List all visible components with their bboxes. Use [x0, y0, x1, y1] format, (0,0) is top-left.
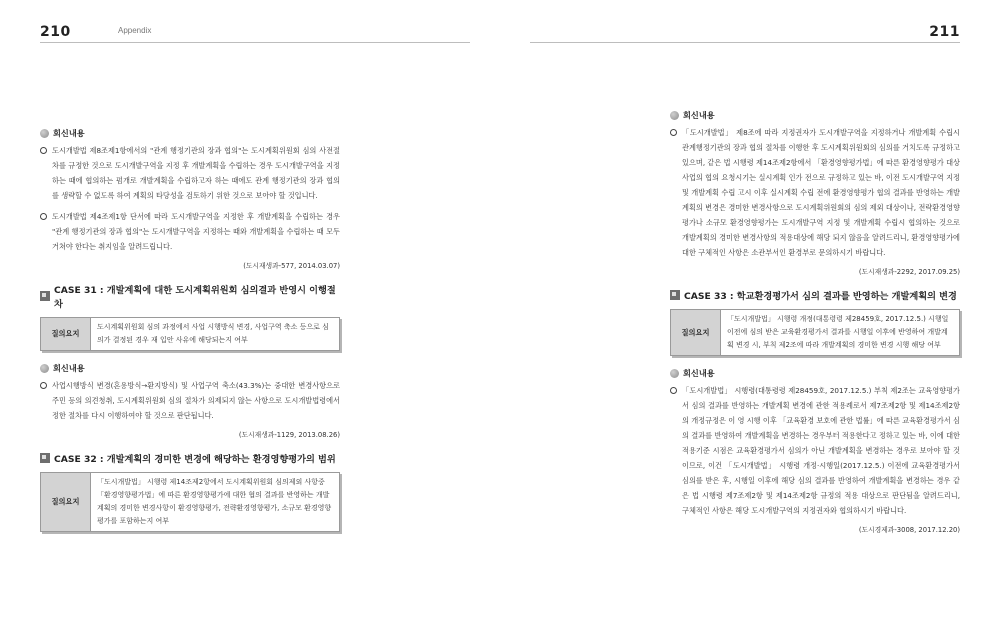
question-box — [40, 317, 340, 351]
right-content — [670, 110, 960, 546]
square-marker-icon — [40, 291, 50, 301]
citation: (도시재생과-1129, 2013.08.26) — [238, 431, 340, 439]
case-title: CASE 32 : 개발계획의 경미한 변경에 해당하는 환경영향평가의 범위 — [54, 454, 336, 465]
citation: (도시재생과-2292, 2017.09.25) — [858, 268, 960, 276]
reply-heading — [670, 110, 960, 121]
case-heading — [40, 451, 340, 465]
page-number: 211 — [929, 24, 960, 40]
circle-bullet-icon — [670, 111, 679, 120]
question-text: 도시계획위원회 심의 과정에서 사업 시행방식 변경, 사업구역 축소 등으로 심의가 결정된 경우 재 입안 사유에 해당되는지 여부 — [97, 323, 329, 344]
reply-title: 회신내용 — [683, 368, 715, 378]
section-label: Appendix — [118, 26, 152, 35]
reply-heading — [670, 368, 960, 379]
circle-bullet-icon — [40, 364, 49, 373]
question-text: 「도시개발법」 시행령 제14조제2항에서 도시계획위원회 심의제외 사항중 「환경영향평가법」에 따른 환경영향평가에 대한 협의 결과를 반영하는 개발계획의 경미한 변경사항이 환경영향평가, 전략환경영향평가, 소규모 환경영향평가를 포함하는지 여부 — [97, 478, 332, 525]
reply-heading — [40, 363, 340, 374]
ring-bullet-icon — [40, 382, 47, 389]
left-content — [40, 128, 340, 544]
ring-bullet-icon — [670, 387, 677, 394]
question-box — [40, 472, 340, 532]
list-item — [40, 378, 340, 423]
item-text: 사업시행방식 변경(혼용방식→환지방식) 및 사업구역 축소(43.3%)는 중대한 변경사항으로 주민 등의 의견청취, 도시계획위원회 심의 절차가 의제되지 않는 사항으로 도시개발법령에서 정한 절차를 다시 이행하여야 할 것으로 판단됩니다. — [52, 381, 340, 420]
list-item — [40, 143, 340, 203]
header-rule — [530, 42, 960, 43]
question-text: 「도시개발법」 시행령 개정(대통령령 제28459호, 2017.12.5.) 시행일 이전에 심의 받은 교육환경평가서 결과를 시행일 이후에 반영하여 개발계획 변경 시, 부칙 제2조에 따라 개발계획의 경미한 변경 시행 해당 여부 — [727, 315, 949, 349]
circle-bullet-icon — [670, 369, 679, 378]
question-label: 질의요지 — [41, 473, 91, 531]
citation: (도시경제과-3008, 2017.12.20) — [858, 526, 960, 534]
reply-title: 회신내용 — [683, 110, 715, 120]
list-item — [40, 209, 340, 254]
question-label: 질의요지 — [671, 310, 721, 355]
case-heading — [670, 288, 960, 302]
case-title: CASE 33 : 학교환경평가서 심의 결과를 반영하는 개발계획의 변경 — [684, 291, 957, 302]
citation: (도시재생과-577, 2014.03.07) — [243, 262, 340, 270]
reply-title: 회신내용 — [53, 363, 85, 373]
ring-bullet-icon — [40, 147, 47, 154]
square-marker-icon — [40, 453, 50, 463]
item-text: 도시개발법 제4조제1항 단서에 따라 도시개발구역을 지정한 후 개발계획을 수립하는 경우 "관계 행정기관의 장과 협의"는 도시개발구역을 지정하는 때와 개발계획을 수립하는 때 모두 거쳐야 한다는 취지임을 알려드립니다. — [52, 212, 340, 251]
reply-heading — [40, 128, 340, 139]
right-page — [500, 0, 1000, 625]
list-item — [670, 383, 960, 518]
case-heading — [40, 282, 340, 310]
question-box — [670, 309, 960, 356]
reply-title: 회신내용 — [53, 128, 85, 138]
ring-bullet-icon — [670, 129, 677, 136]
case-title: CASE 31 : 개발계획에 대한 도시계획위원회 심의결과 반영시 이행절차 — [54, 285, 336, 310]
circle-bullet-icon — [40, 129, 49, 138]
item-text: 「도시개발법」 제8조에 따라 지정권자가 도시개발구역을 지정하거나 개발계획 수립시 관계행정기관의 장과 협의 절차를 이행한 후 도시계획위원회의 심의를 거치도록 규정하고 있으며, 같은 법 시행령 제14조제2항에서 「환경영향평가법」에 따른 환경영향평가 대상사업의 협의 요청시기는 실시계획 인가 전으로 규정하고 있는 바, 이전 도시개발구역 지정 및 개발계획 수립 고시 이후 실시계획 수립 전에 환경영향평가 협의 결과를 반영하는 개발계획의 변경은 경미한 변경사항으로 도시계획위원회의 심의 제외 대상이나, 전략환경영향평가나 소규모 환경영향평가는 도시개발구역 지정 및 개발계획 수립시 협의하는 것으로 개발계획의 경미한 변경사항의 적용대상에 해당 되지 않음을 알려드리니, 환경영향평가에 대한 구체적인 사항은 소관부서인 환경부로 문의하시기 바랍니다. — [682, 128, 960, 257]
square-marker-icon — [670, 290, 680, 300]
item-text: 도시개발법 제8조제1항에서의 "관계 행정기관의 장과 협의"는 도시계획위원회 심의 사전절차를 규정한 것으로 도시개발구역을 지정 후 개발계획을 수립하는 경우 도시개발구역을 지정하는 때에 협의하는 펌개로 개발계획을 수립하고자 하는 때에도 관계 행정기관의 장과 협의를 생략할 수 없도록 하여 계획의 타당성을 검토하기 위한 것으로 보아야 할 것입니다. — [52, 146, 340, 200]
question-label: 질의요지 — [41, 318, 91, 350]
item-text: 「도시개발법」 시행령(대통령령 제28459호, 2017.12.5.) 부칙 제2조는 교육영향평가서 심의 결과를 반영하는 개발계획 변경에 관한 적용례로서 제7조제2항 및 제14조제2항의 개정규정은 이 영 시행 이후 「교육환경 보호에 관한 법률」에 따른 교육환경평가서 심의 결과를 반영하여 개발계획을 변경하는 경우부터 적용한다고 정하고 있는 바, 이에 대한 적용기준 시점은 교육환경평가서 심의가 아닌 개발계획을 변경하는 경우로 보아야 할 것이므로, 이건 「도시개발법」 시행령 개정·시행일(2017.12.5.) 이전에 교육환경평가서 심의를 받은 후, 시행일 이후에 해당 심의 결과를 반영하여 개발계획을 변경하는 경우 같은 법 시행령 제7조제2항 및 제14조제2항 규정의 적용 대상으로 판단됨을 알려드리니, 구체적인 사항은 해당 도시개발구역의 지정권자와 협의하시기 바랍니다. — [682, 386, 960, 515]
header-rule — [40, 42, 470, 43]
ring-bullet-icon — [40, 213, 47, 220]
page-number: 210 — [40, 24, 71, 40]
list-item — [670, 125, 960, 260]
